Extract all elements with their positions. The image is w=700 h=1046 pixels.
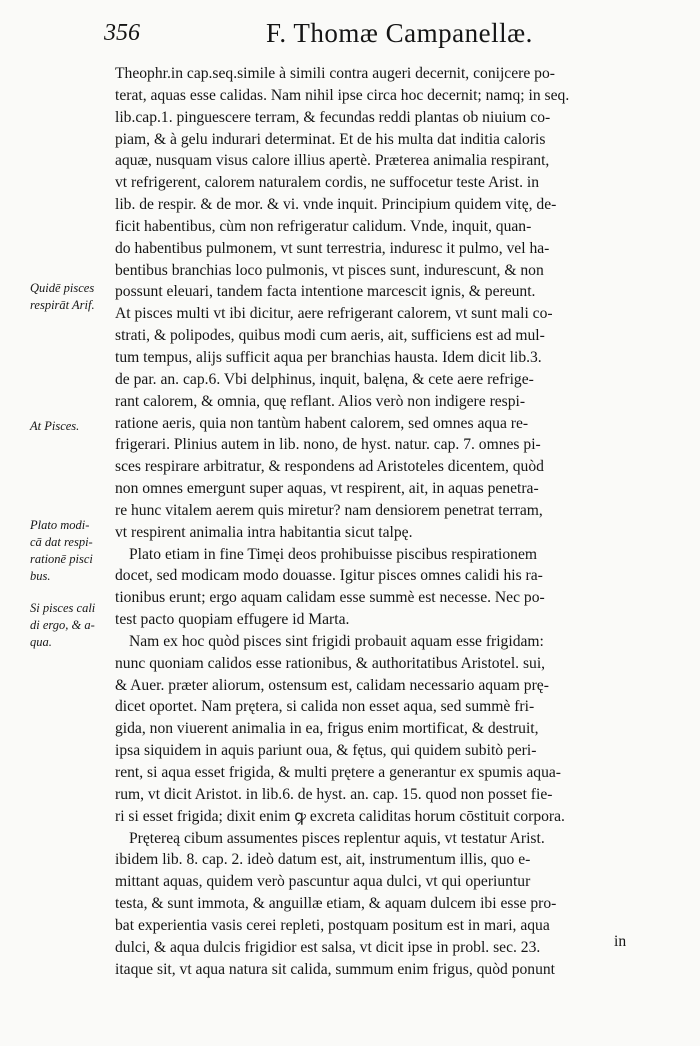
text-line: frigerari. Plinius autem in lib. nono, de hyst. natur. cap. 7. omnes pi- [115, 436, 541, 454]
text-line: Plato etiam in fine Timęi deos prohibuisse piscibus respirationem [129, 545, 537, 563]
text-line: sces respirare arbitratur, & respondens ad Aristoteles dicentem, quòd [115, 458, 544, 476]
margin-note [30, 418, 128, 435]
text-line: dicet oportet. Nam prętera, si calida non esset aqua, sed summè fri- [115, 698, 535, 716]
page-header [104, 16, 674, 50]
text-line: testa, & sunt immota, & anguillæ etiam, & aquam dulcem ibi esse pro- [115, 895, 557, 913]
running-head: F. Thomæ Campanellæ. [266, 18, 533, 48]
text-line: tum tempus, alijs sufficit aqua per branchias hausta. Idem dicit lib.3. [115, 348, 542, 366]
text-line: lib. de respir. & de mor. & vi. vnde inquit. Principium quidem vitę, de- [115, 196, 557, 214]
text-line: aquæ, nusquam visus calore illius apertè. Præterea animalia respirant, [115, 152, 550, 170]
text-line: do habentibus pulmonem, vt sunt terrestria, induresc it pulmo, vel ha- [115, 239, 550, 257]
text-line: ri si esset frigida; dixit enim ꝙ excreta caliditas horum cōstituit corpora. [115, 807, 565, 825]
text-line: gida, non viuerent animalia in ea, frigus enim mortificat, & destruit, [115, 720, 539, 738]
margin-note-line: Plato modi- [30, 518, 90, 532]
margin-note-line: respirāt Arif. [30, 298, 95, 312]
margin-note [30, 600, 128, 651]
margin-note-line: rationē pisci [30, 552, 93, 566]
text-line: test pacto quopiam effugere id Marta. [115, 611, 350, 629]
body-text [115, 63, 669, 980]
text-line: ipsa siquidem in aquis pariunt oua, & fętus, qui quidem subitò peri- [115, 742, 537, 760]
text-line: ficit habentibus, cùm non refrigeratur calidum. Vnde, inquit, quan- [115, 217, 532, 235]
margin-note-line: bus. [30, 569, 51, 583]
text-line: rum, vt dicit Aristot. in lib.6. de hyst. an. cap. 15. quod non posset fie- [115, 785, 553, 803]
text-line: lib.cap.1. pinguescere terram, & fecundas reddi plantas ob niuium co- [115, 108, 551, 126]
margin-note [30, 517, 128, 585]
margin-note-line: di ergo, & a- [30, 618, 95, 632]
text-line: vt respirent animalia intra habitantia sicut talpę. [115, 523, 413, 541]
text-line: At pisces multi vt ibi dicitur, aere refrigerant calorem, vt sunt mali co- [115, 305, 553, 323]
text-line: dulci, & aqua dulcis frigidior est salsa, vt dicit ipse in probl. sec. 23. [115, 938, 541, 956]
text-line: bentibus branchias loco pulmonis, vt pisces sunt, indurescunt, & non [115, 261, 544, 279]
margin-note-line: Quidē pisces [30, 281, 95, 295]
text-line: terat, aquas esse calidas. Nam nihil ipse circa hoc decernit; namq; in seq. [115, 86, 570, 104]
text-line: Nam ex hoc quòd pisces sint frigidi probauit aquam esse frigidam: [129, 632, 544, 650]
text-line: itaque sit, vt aqua natura sit calida, summum enim frigus, quòd ponunt [115, 960, 556, 978]
margin-note-line: qua. [30, 635, 52, 649]
margin-note-line: At Pisces. [30, 419, 80, 433]
text-line: & Auer. præter aliorum, ostensum est, calidam necessario aquam prę- [115, 676, 549, 694]
margin-note-line: Si pisces cali [30, 601, 96, 615]
text-line: docet, sed modicam modo douasse. Igitur pisces omnes calidi his ra- [115, 567, 543, 585]
catchword: in [614, 933, 627, 950]
page-number: 356 [104, 20, 140, 46]
text-line: vt refrigerent, calorem naturalem cordis, ne suffocetur teste Arist. in [115, 174, 540, 192]
text-line: rent, si aqua esset frigida, & multi prętere a generantur ex spumis aqua- [115, 764, 561, 781]
text-line: piam, & à gelu indurari determinat. Et de his multa dat inditia caloris [115, 130, 546, 148]
text-line: rant calorem, & omnia, quę reflant. Alios verò non indigere respi- [115, 392, 526, 410]
text-line: re hunc vitalem aerem quis miretur? nam densiorem penetrat terram, [115, 501, 543, 519]
text-line: possunt eleuari, tandem facta intentione marcescit ignis, & pereunt. [115, 283, 536, 301]
text-line: nunc quoniam calidos esse rationibus, & authoritatibus Aristotel. sui, [115, 654, 546, 672]
text-line: bat experientia vasis cerei repleti, postquam positum est in mari, aqua [115, 916, 550, 934]
text-line: strati, & polipodes, quibus modi cum aeris, ait, sufficiens est ad mul- [115, 327, 545, 345]
text-line: mittant aquas, quidem verò pascuntur aqua dulci, vt qui operiuntur [115, 873, 531, 891]
text-line: Prętereą cibum assumentes pisces replentur aquis, vt testatur Arist. [129, 829, 545, 847]
text-line: tionibus erunt; ergo aquam calidam esse summè est necesse. Nec po- [115, 589, 545, 607]
text-line: ibidem lib. 8. cap. 2. ideò datum est, ait, instrumentum illis, quo e- [115, 851, 531, 869]
text-line: de par. an. cap.6. Vbi delphinus, inquit, balęna, & cete aere refrige- [115, 370, 534, 388]
text-line: ratione aeris, quia non tantùm habent calorem, sed omnes aqua re- [115, 414, 529, 432]
margin-note-line: cā dat respi- [30, 535, 93, 549]
text-line: non omnes emergunt super aquas, vt respirent, ait, in aquas penetra- [115, 480, 539, 498]
margin-note [30, 280, 128, 314]
text-line: Theophr.in cap.seq.simile à simili contra augeri decernit, conijcere po- [115, 65, 555, 82]
